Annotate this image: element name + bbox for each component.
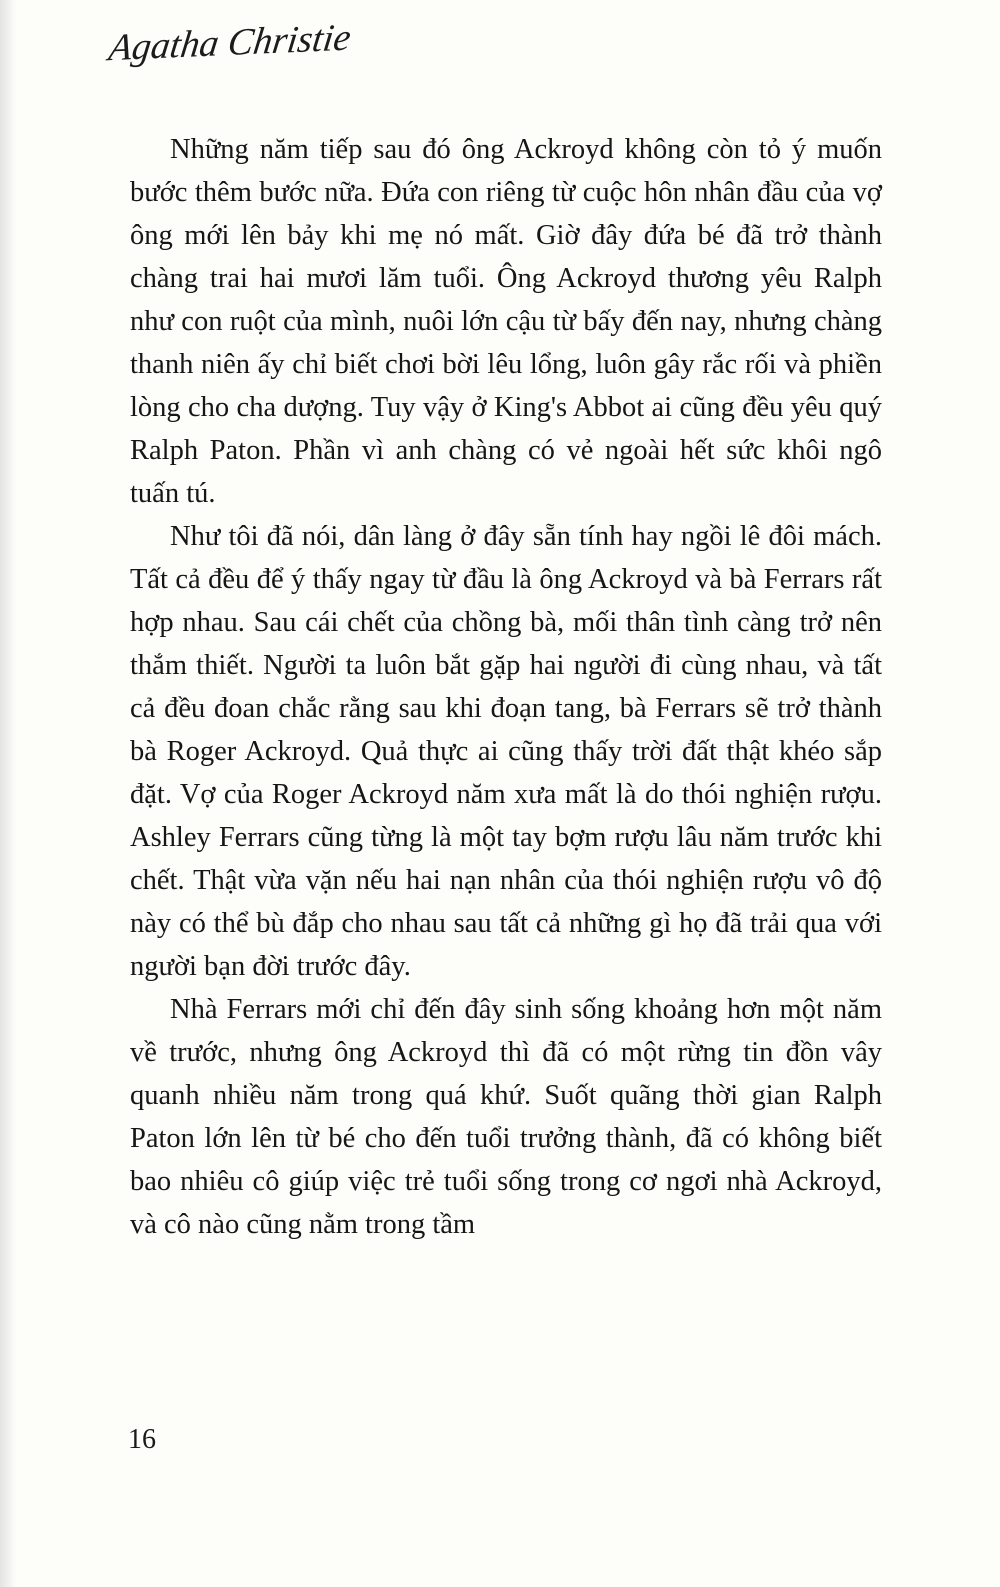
paragraph-3: Nhà Ferrars mới chỉ đến đây sinh sống khoảng hơn một năm về trước, nhưng ông Ackroyd thì đã có một rừng tin đồn vây quanh nhiều năm trong quá khứ. Suốt quãng thời gian Ralph Paton lớn lên từ bé cho đến tuổi trưởng thành, đã có không biết bao nhiêu cô giúp việc trẻ tuổi sống trong cơ ngơi nhà Ackroyd, và cô nào cũng nằm trong tầm [130,994,882,1240]
page-number: 16 [128,1424,156,1455]
paragraph-2: Như tôi đã nói, dân làng ở đây sẵn tính hay ngồi lê đôi mách. Tất cả đều để ý thấy ngay từ đầu là ông Ackroyd và bà Ferrars rất hợp nhau. Sau cái chết của chồng bà, mối thân tình càng trở nên thắm thiết. Người ta luôn bắt gặp hai người đi cùng nhau, và tất cả đều đoan chắc rằng sau khi đoạn tang, bà Ferrars sẽ trở thành bà Roger Ackroyd. Quả thực ai cũng thấy trời đất thật khéo sắp đặt. Vợ của Roger Ackroyd năm xưa mất là do thói nghiện rượu. Ashley Ferrars cũng từng là một tay bợm rượu lâu năm trước khi chết. Thật vừa vặn nếu hai nạn nhân của thói nghiện rượu vô độ này có thể bù đắp cho nhau sau tất cả những gì họ đã trải qua với người bạn đời trước đây. [130,521,882,982]
paragraph-1: Những năm tiếp sau đó ông Ackroyd không còn tỏ ý muốn bước thêm bước nữa. Đứa con riêng từ cuộc hôn nhân đầu của vợ ông mới lên bảy khi mẹ nó mất. Giờ đây đứa bé đã trở thành chàng trai hai mươi lăm tuổi. Ông Ackroyd thương yêu Ralph như con ruột của mình, nuôi lớn cậu từ bấy đến nay, nhưng chàng thanh niên ấy chỉ biết chơi bời lêu lổng, luôn gây rắc rối và phiền lòng cho cha dượng. Tuy vậy ở King's Abbot ai cũng đều yêu quý Ralph Paton. Phần vì anh chàng có vẻ ngoài hết sức khôi ngô tuấn tú. [130,134,882,509]
body-text [130,128,882,1246]
author-signature: Agatha Christie [106,16,354,70]
